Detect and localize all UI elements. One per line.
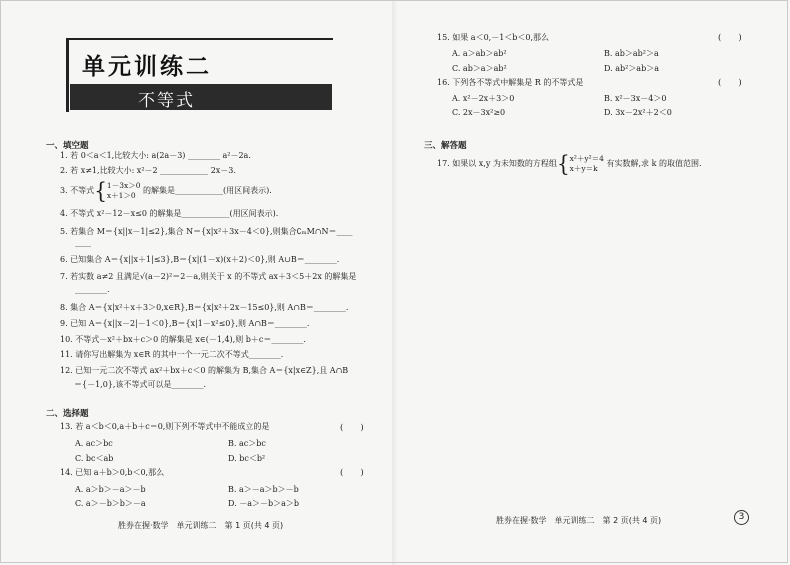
footer-left: 胜券在握·数学 单元训练二 第 1 页(共 4 页) [118, 521, 284, 530]
answer-paren-13: ( ) [340, 423, 364, 433]
question-5-continued: ____ [75, 238, 91, 247]
page-gutter [392, 0, 398, 565]
option-16-d: D. 3x－2x²＋2＜0 [604, 108, 672, 117]
section-heading-choice: 二、选择题 [46, 409, 89, 419]
option-16-a: A. x²－2x＋3＞0 [452, 94, 515, 103]
option-15-b: B. ab＞ab²＞a [604, 49, 659, 58]
question-15: 15. 如果 a＜0,－1＜b＜0,那么 [437, 33, 550, 42]
option-14-b: B. a＞－a＞b＞－b [228, 485, 299, 494]
unit-subtitle: 不等式 [138, 91, 195, 111]
question-10: 10. 不等式－x²＋bx＋c＞0 的解集是 x∈(－1,4),则 b＋c＝________. [60, 335, 306, 344]
question-14: 14. 已知 a＋b＞0,b＜0,那么 [60, 468, 165, 477]
question-8: 8. 集合 A＝{x|x²＋x＋3＞0,x∈R},B＝{x|x²＋2x－15≤0},则 A∩B＝________. [60, 303, 349, 312]
section-heading-fill: 一、填空题 [46, 141, 89, 151]
answer-paren-16: ( ) [718, 78, 742, 88]
option-13-a: A. ac＞bc [75, 439, 113, 448]
equation-system [570, 154, 604, 174]
question-6: 6. 已知集合 A＝{x||x＋1|≤3},B＝{x|(1－x)(x＋2)＜0},则 A∪B＝________. [60, 255, 340, 264]
question-13: 13. 若 a＜b＜0,a＋b＋c＝0,则下列不等式中不能成立的是 [60, 422, 270, 431]
page-circle-number: 3 [734, 510, 749, 525]
option-14-a: A. a＞b＞－a＞－b [75, 485, 146, 494]
inequality-system [107, 181, 141, 201]
question-17-prefix: 17. 如果以 x,y 为未知数的方程组 [437, 159, 557, 168]
option-14-d: D. －a＞－b＞a＞b [228, 499, 299, 508]
question-17-suffix: 有实数解,求 k 的取值范围. [606, 159, 702, 168]
option-15-c: C. ab＞a＞ab² [452, 64, 507, 73]
section-heading-solve: 三、解答题 [424, 141, 467, 151]
system-line-2: x＋1＞0 [106, 191, 136, 200]
option-13-d: D. bc＜b² [228, 454, 266, 463]
system-line-1: x²＋y²＝4 [569, 154, 604, 163]
answer-paren-15: ( ) [718, 33, 742, 43]
question-17 [437, 150, 702, 178]
title-banner [70, 84, 332, 110]
question-2: 2. 若 x≠1,比较大小: x²－2 ____________ 2x－3. [60, 166, 236, 175]
question-3 [60, 177, 272, 205]
system-line-1: 1－3x＞0 [106, 181, 141, 190]
question-3-prefix: 3. 不等式 [60, 186, 95, 195]
question-7: 7. 若实数 a≠2 且满足√(a－2)²＝2－a,则关于 x 的不等式 ax＋3＜5＋2x 的解集是 [60, 272, 357, 281]
option-16-c: C. 2x－3x²≥0 [452, 108, 506, 117]
brace-glyph: { [556, 150, 570, 178]
unit-title: 单元训练二 [82, 54, 212, 80]
option-15-a: A. a＞ab＞ab² [452, 49, 507, 58]
option-13-b: B. ac＞bc [228, 439, 266, 448]
question-4: 4. 不等式 x²－12－x≤0 的解集是____________(用区间表示). [60, 209, 279, 218]
question-11: 11. 请你写出解集为 x∈R 的其中一个一元二次不等式________. [60, 350, 284, 359]
question-7-continued: ________. [75, 285, 110, 294]
question-12: 12. 已知一元二次不等式 ax²＋bx＋c＜0 的解集为 B,集合 A＝{x|x∈Z},且 A∩B [60, 366, 349, 375]
question-12-continued: ＝{－1,0},该不等式可以是________. [74, 380, 206, 389]
question-3-suffix: 的解集是____________(用区间表示). [143, 186, 272, 195]
answer-paren-14: ( ) [340, 468, 364, 478]
option-13-c: C. bc＜ab [75, 454, 114, 463]
option-16-b: B. x²－3x－4＞0 [604, 94, 667, 103]
system-line-2: x＋y＝k [569, 164, 598, 173]
footer-right: 胜券在握·数学 单元训练二 第 2 页(共 4 页) [496, 516, 662, 525]
question-5: 5. 若集合 M＝{x||x－1|≤2},集合 N＝{x|x²＋3x－4＜0},则集合∁ₘM∩N＝____ [60, 227, 353, 236]
question-16: 16. 下列各不等式中解集是 R 的不等式是 [437, 78, 584, 87]
question-9: 9. 已知 A＝{x||x－2|－1＜0},B＝{x|1－x²≤0},则 A∩B＝________. [60, 319, 310, 328]
option-15-d: D. ab²＞ab＞a [604, 64, 659, 73]
option-14-c: C. a＞－b＞b＞－a [75, 499, 146, 508]
question-1: 1. 若 0＜a＜1,比较大小: a(2a－3) ________ a²－2a. [60, 151, 251, 160]
brace-glyph: { [94, 177, 107, 205]
